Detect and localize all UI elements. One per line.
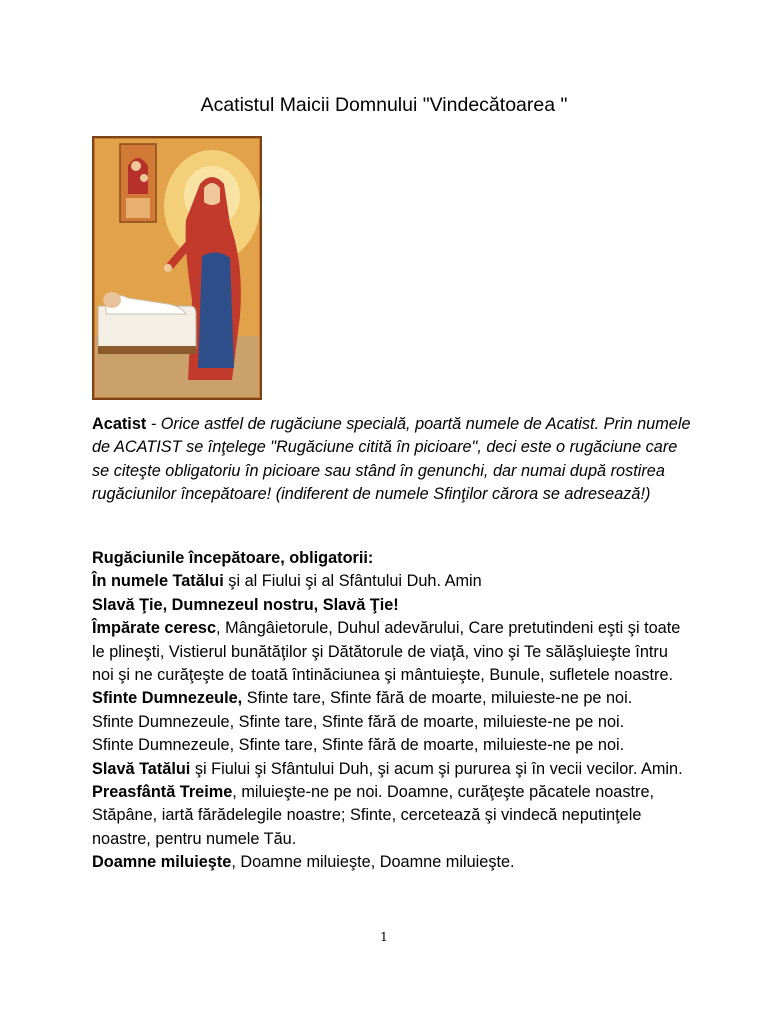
prayer-line: Sfinte Dumnezeule, Sfinte tare, Sfinte fără de moarte, miluieste-ne pe noi. (92, 736, 625, 755)
prayer-line: Preasfântă Treime, miluieşte-ne pe noi. Doamne, curăţeşte păcatele noastre, Stăpâne, iartă fărădelegile noastre; Sfinte, cercetează şi vindecă neputinţele noastre, pentru numele Tău. (92, 783, 655, 848)
page-number: 1 (380, 930, 388, 944)
intro-term: Acatist (92, 415, 147, 433)
icon-of-virgin-mary-healer (92, 136, 262, 400)
intro-text: Orice astfel de rugăciune specială, poartă numele de Acatist. Prin numele de ACATIST se înţelege "Rugăciune citită în picioare", deci este o rugăciune care se citeşte obligatoriu în picioare sau stând în genunchi, dar numai după rostirea rugăciunilor începătoare! (indiferent de numele Sfinţilor cărora se adresează!) (92, 415, 691, 504)
document-title: Acatistul Maicii Domnului "Vindecătoarea " (200, 94, 568, 116)
prayer-line: În numele Tatălui şi al Fiului şi al Sfântului Duh. Amin (92, 572, 482, 591)
prayer-line: Rugăciunile începătoare, obligatorii: (92, 549, 374, 567)
prayer-line: Slavă Tatălui şi Fiului şi Sfântului Duh, şi acum şi pururea şi în vecii vecilor. Amin. (92, 759, 683, 778)
intro-separator: - (146, 415, 161, 433)
prayers-section (92, 547, 692, 875)
prayer-line: Slavă Ţie, Dumnezeul nostru, Slavă Ţie! (92, 595, 399, 614)
prayer-line: Sfinte Dumnezeule, Sfinte tare, Sfinte fără de moarte, miluieste-ne pe noi. (92, 712, 625, 731)
prayer-line: Sfinte Dumnezeule, Sfinte tare, Sfinte fără de moarte, miluieste-ne pe noi. (92, 689, 633, 708)
intro-paragraph (92, 413, 692, 507)
prayer-line: Împărate ceresc, Mângâietorule, Duhul adevărului, Care pretutindeni eşti şi toate le plineşti, Vistierul bunătăţilor şi Dătătorule de viaţă, vino şi Te sălăşluieşte întru noi şi ne curăţeşte de toată întinăciunea şi mântuieşte, Bunule, sufletele noastre. (92, 619, 681, 685)
prayer-line: Doamne miluieşte, Doamne miluieşte, Doamne miluieşte. (92, 853, 515, 872)
